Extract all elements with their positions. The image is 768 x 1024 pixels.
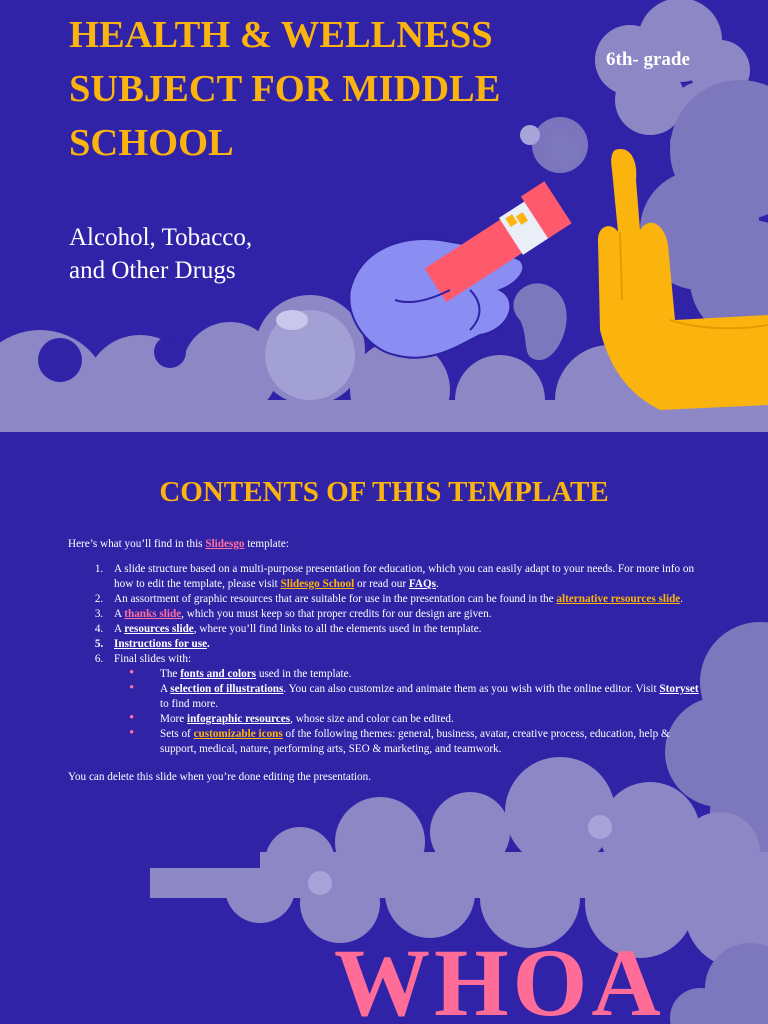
sublist-item: • The fonts and colors used in the template. (152, 667, 708, 682)
thanks-slide-link[interactable]: thanks slide (124, 608, 182, 620)
list-item: 6. Final slides with: • The fonts and colors used in the template. • A selection of illustrations. You can also customize and animate them as you wish with the online editor. Visit Storyset to find more. • More infographic resources, whose size and color can be edited. • Sets of customizable icons of the following themes: general, business, avatar, creative process, education, help & support, medical, nature, performing arts, SEO & marketing, and teamwork. (106, 652, 708, 757)
list-item: 4. A resources slide, where you’ll find links to all the elements used in the template. (106, 622, 708, 637)
list-item: 3. A thanks slide, which you must keep so that proper credits for our design are given. (106, 607, 708, 622)
whoa-slide (0, 868, 768, 1024)
floating-blob (513, 283, 566, 360)
instructions-link[interactable]: Instructions for use (114, 638, 208, 650)
contents-slide (0, 432, 768, 868)
presentation-subtitle (69, 221, 329, 287)
illustrations-link[interactable]: selection of illustrations (170, 683, 284, 695)
slidesgo-link[interactable]: Slidesgo (205, 538, 245, 550)
sublist-item: • More infographic resources, whose size and color can be edited. (152, 712, 708, 727)
contents-list (68, 562, 708, 757)
faqs-link[interactable]: FAQs (408, 578, 437, 590)
customizable-icons-link[interactable]: customizable icons (193, 728, 283, 740)
final-slides-sublist (114, 667, 708, 757)
smoke-puff-left (265, 310, 355, 400)
sublist-item: • A selection of illustrations. You can also customize and animate them as you wish with the online editor. Visit Storyset to find more. (152, 682, 708, 712)
sublist-item: • Sets of customizable icons of the following themes: general, business, avatar, creative process, education, help & support, medical, nature, performing arts, SEO & marketing, and teamwork. (152, 727, 708, 757)
whoa-heading: WHOA (334, 929, 665, 1024)
alternative-resources-link[interactable]: alternative resources slide (556, 593, 681, 605)
title-slide (0, 0, 768, 432)
resources-slide-link[interactable]: resources slide (124, 623, 194, 635)
storyset-link[interactable]: Storyset (659, 683, 699, 695)
intro-text: Here’s what you’ll find in this Slidesgo template: (68, 538, 289, 550)
list-item: 1. A slide structure based on a multi-purpose presentation for education, which you can easily adapt to your needs. For more info on how to edit the template, please visit Slidesgo School or read our FAQs. (106, 562, 708, 592)
subtitle-line-2: and Other Drugs (69, 257, 236, 284)
slidesgo-school-link[interactable]: Slidesgo School (280, 578, 355, 590)
list-item: 5. Instructions for use. (106, 637, 708, 652)
subtitle-line-1: Alcohol, Tobacco, (69, 224, 253, 251)
contents-body (68, 537, 708, 785)
closing-text: You can delete this slide when you’re done editing the presentation. (68, 771, 372, 783)
fonts-colors-link[interactable]: fonts and colors (180, 668, 257, 680)
list-item: 2. An assortment of graphic resources that are suitable for use in the presentation can be found in the alternative resources slide. (106, 592, 708, 607)
grade-label: 6th- grade (606, 49, 690, 70)
contents-title: CONTENTS OF THIS TEMPLATE (159, 476, 609, 508)
infographic-resources-link[interactable]: infographic resources (187, 713, 291, 725)
presentation-title: HEALTH & WELLNESS SUBJECT FOR MIDDLE SCHOOL (69, 14, 501, 164)
